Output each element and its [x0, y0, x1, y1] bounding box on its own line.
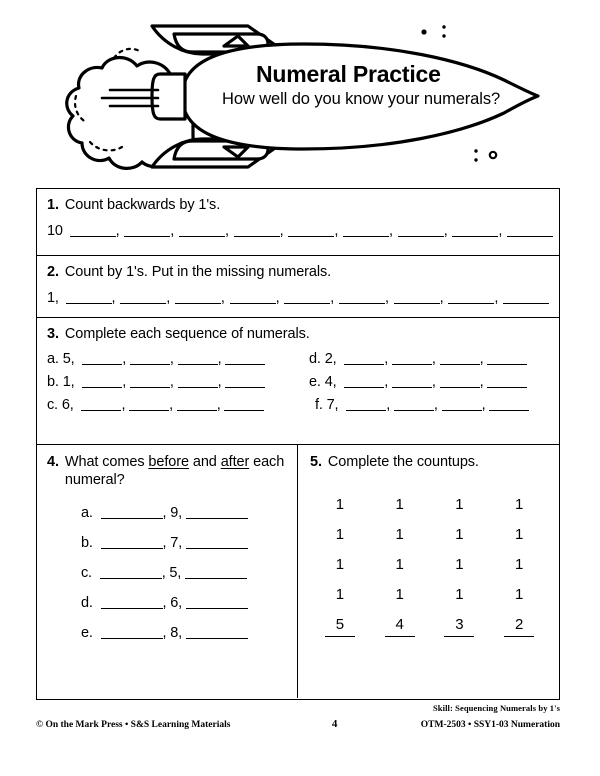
question-2-number: 2.	[47, 264, 59, 280]
question-4-number: 4.	[47, 454, 59, 470]
question-1-start-value: 10	[47, 223, 63, 240]
item-label: a.	[47, 351, 59, 368]
countup-addend: 1	[395, 586, 404, 604]
answer-blank[interactable]	[440, 364, 480, 365]
answer-blank[interactable]	[70, 236, 116, 237]
question-4-items	[47, 505, 289, 641]
header-banner	[0, 0, 600, 185]
question-3-number: 3.	[47, 326, 59, 342]
page-footer	[36, 718, 560, 730]
question-3-prompt: Complete each sequence of numerals.	[64, 326, 310, 342]
countup-addend: 1	[455, 526, 464, 544]
footer-page-number: 4	[331, 718, 338, 730]
answer-blank[interactable]	[178, 364, 218, 365]
item-label: d.	[81, 595, 93, 612]
answer-blank[interactable]	[343, 236, 389, 237]
question-2-start-value: 1,	[47, 290, 59, 307]
question-4-prompt-after: after	[220, 454, 250, 470]
answer-blank-after[interactable]	[186, 548, 248, 549]
answer-blank[interactable]	[120, 303, 166, 304]
question-4-prompt-before: before	[148, 454, 189, 470]
item-start: 2,	[324, 351, 337, 368]
item-label: b.	[81, 535, 93, 552]
countup-addend: 1	[455, 586, 464, 604]
countup-addend: 1	[455, 496, 464, 514]
question-2-box	[37, 256, 559, 318]
answer-blank[interactable]	[452, 236, 498, 237]
countup-addend: 1	[395, 556, 404, 574]
question-4-item-b[interactable]: b. , 7,	[81, 535, 289, 551]
answer-blank-before[interactable]	[101, 548, 163, 549]
countup-addend: 1	[335, 556, 345, 574]
question-2-answer-row[interactable]: 1, , , , , , , , ,	[47, 290, 549, 306]
question-3-item-d[interactable]: d. 2, , , ,	[309, 351, 549, 367]
item-label: e.	[309, 374, 321, 391]
question-3-heading	[47, 325, 549, 343]
question-4-item-c[interactable]: c. , 5,	[81, 565, 289, 581]
item-start: 1,	[62, 374, 75, 391]
question-3-items	[47, 351, 549, 413]
footer-copyright: © On the Mark Press • S&S Learning Materials	[36, 720, 231, 730]
answer-blank[interactable]	[224, 410, 264, 411]
question-1-number: 1.	[47, 197, 59, 213]
answer-blank[interactable]	[66, 303, 112, 304]
item-numeral: 5,	[169, 565, 182, 582]
answer-blank[interactable]	[284, 303, 330, 304]
page-subtitle: How well do you know your numerals?	[222, 90, 501, 109]
answer-blank[interactable]	[234, 236, 280, 237]
answer-blank-after[interactable]	[186, 638, 248, 639]
countup-addend: 1	[514, 526, 524, 544]
footer-product-code: OTM-2503 • SSY1-03 Numeration	[420, 720, 560, 730]
answer-blank-after[interactable]	[186, 518, 248, 519]
countup-total[interactable]: 3	[444, 617, 474, 637]
question-3-box	[37, 318, 559, 445]
answer-blank-before[interactable]	[101, 608, 163, 609]
question-4-item-a[interactable]: a. , 9,	[81, 505, 289, 521]
answer-blank[interactable]	[442, 410, 482, 411]
answer-blank-before[interactable]	[101, 638, 163, 639]
answer-blank[interactable]	[344, 364, 384, 365]
answer-blank[interactable]	[398, 236, 444, 237]
answer-blank[interactable]	[392, 387, 432, 388]
question-5-cell	[298, 445, 559, 698]
question-4-prompt	[65, 453, 289, 489]
question-4-prompt-part2: each numeral?	[64, 454, 285, 489]
question-4-prompt-and: and	[188, 454, 221, 470]
question-1-heading	[47, 196, 549, 214]
question-2-prompt: Count by 1's. Put in the missing numerals.	[64, 264, 332, 280]
question-4-cell	[37, 445, 298, 698]
answer-blank[interactable]	[124, 236, 170, 237]
question-2-heading	[47, 263, 549, 281]
countup-addend: 1	[395, 526, 404, 544]
question-3-item-f[interactable]: f. 7, , , ,	[309, 397, 549, 413]
question-5-heading	[310, 453, 549, 471]
question-1-answer-row[interactable]: 10 , , , , , , , ,	[47, 223, 549, 239]
answer-blank[interactable]	[177, 410, 217, 411]
answer-blank[interactable]	[339, 303, 385, 304]
answer-blank[interactable]	[487, 364, 527, 365]
item-label: b.	[47, 374, 59, 391]
question-3-item-c[interactable]: c. 6, , , ,	[47, 397, 309, 413]
answer-blank[interactable]	[230, 303, 276, 304]
answer-blank[interactable]	[440, 387, 480, 388]
countup-addend: 1	[335, 496, 345, 514]
item-start: 5,	[62, 351, 75, 368]
answer-blank[interactable]	[487, 387, 527, 388]
countup-addend: 1	[455, 556, 464, 574]
answer-blank[interactable]	[394, 410, 434, 411]
answer-blank-after[interactable]	[186, 608, 248, 609]
question-5-number: 5.	[310, 454, 322, 470]
countup-addend: 1	[335, 586, 345, 604]
item-label: c.	[81, 565, 92, 582]
question-4-heading	[47, 453, 289, 489]
answer-blank[interactable]	[130, 387, 170, 388]
countup-total[interactable]: 2	[504, 617, 534, 637]
answer-blank[interactable]	[225, 364, 265, 365]
answer-blank[interactable]	[81, 410, 121, 411]
answer-blank[interactable]	[394, 303, 440, 304]
answer-blank-before[interactable]	[100, 578, 162, 579]
page-title: Numeral Practice	[256, 61, 441, 87]
question-4-item-d[interactable]: d. , 6,	[81, 595, 289, 611]
item-label: f.	[315, 397, 323, 414]
item-start: 6,	[61, 397, 74, 414]
answer-blank[interactable]	[225, 387, 265, 388]
question-5-countups-grid	[310, 497, 549, 637]
countup-addend: 1	[514, 556, 524, 574]
item-numeral: 8,	[170, 625, 182, 642]
answer-blank[interactable]	[175, 303, 221, 304]
item-numeral: 9,	[170, 505, 182, 522]
countup-addend: 1	[335, 526, 345, 544]
questions-4-5-box	[37, 445, 559, 698]
answer-blank[interactable]	[392, 364, 432, 365]
answer-blank[interactable]	[503, 303, 549, 304]
answer-blank-before[interactable]	[101, 518, 163, 519]
answer-blank[interactable]	[130, 364, 170, 365]
item-label: a.	[81, 505, 93, 522]
countup-total[interactable]: 4	[385, 617, 415, 637]
question-1-box	[37, 189, 559, 256]
countup-total[interactable]: 5	[325, 617, 355, 637]
item-numeral: 6,	[170, 595, 182, 612]
worksheet-frame	[36, 188, 560, 700]
answer-blank[interactable]	[82, 387, 122, 388]
answer-blank[interactable]	[178, 387, 218, 388]
item-label: e.	[81, 625, 93, 642]
question-3-item-a[interactable]: a. 5, , , ,	[47, 351, 309, 367]
question-4-prompt-part1: What comes	[64, 454, 149, 470]
question-3-item-e[interactable]: e. 4, , , ,	[309, 374, 549, 390]
answer-blank[interactable]	[507, 236, 553, 237]
question-1-prompt: Count backwards by 1's.	[64, 197, 221, 213]
answer-blank[interactable]	[448, 303, 494, 304]
countup-addend: 1	[514, 496, 524, 514]
answer-blank[interactable]	[489, 410, 529, 411]
answer-blank-after[interactable]	[185, 578, 247, 579]
answer-blank[interactable]	[346, 410, 386, 411]
skill-line: Skill: Sequencing Numerals by 1's	[432, 703, 560, 713]
question-4-item-e[interactable]: e. , 8,	[81, 625, 289, 641]
title-block	[222, 62, 512, 111]
answer-blank[interactable]	[288, 236, 334, 237]
countup-addend: 1	[395, 496, 404, 514]
question-5-prompt: Complete the countups.	[327, 454, 479, 470]
answer-blank[interactable]	[179, 236, 225, 237]
answer-blank[interactable]	[82, 364, 122, 365]
item-start: 7,	[326, 397, 339, 414]
answer-blank[interactable]	[129, 410, 169, 411]
answer-blank[interactable]	[344, 387, 384, 388]
item-label: d.	[309, 351, 321, 368]
item-numeral: 7,	[170, 535, 182, 552]
countup-addend: 1	[514, 586, 524, 604]
item-label: c.	[47, 397, 58, 414]
item-start: 4,	[324, 374, 337, 391]
question-3-item-b[interactable]: b. 1, , , ,	[47, 374, 309, 390]
